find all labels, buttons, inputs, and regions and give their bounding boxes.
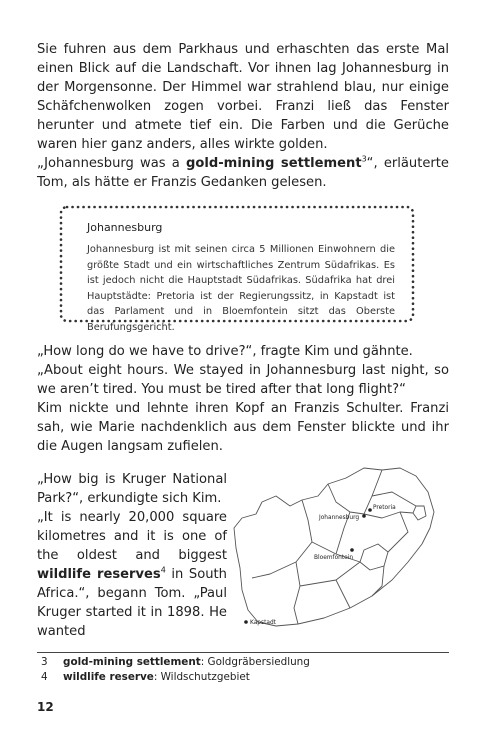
dialogue-line: Kim nickte und lehnte ihren Kopf an Franzis Schulter. Franzi sah, wie Marie nachdenklich aus dem Fenster blickte und ihr die Augen langsam zufielen. xyxy=(37,401,449,454)
dialogue-line: „About eight hours. We stayed in Johannesburg last night, so we aren’t tired. You must be tired after that long flight?“ xyxy=(37,363,449,397)
eswatini-border xyxy=(413,506,426,520)
province-border xyxy=(294,562,300,624)
label-kapstadt: Kapstadt xyxy=(250,618,276,626)
info-box-title: Johannesburg xyxy=(87,221,163,234)
footnote-definition: Wildschutzgebiet xyxy=(160,671,250,683)
paragraph-gold-mining xyxy=(37,154,449,192)
dialogue-block xyxy=(37,342,449,456)
footnote-3: 3 gold-mining settlement: Goldgräbersiedlung xyxy=(37,655,310,669)
label-johannesburg: Johannesburg xyxy=(319,513,360,521)
country-border xyxy=(234,468,434,626)
footnote-4: 4 wildlife reserve: Wildschutzgebiet xyxy=(37,670,250,684)
info-box-text: Johannesburg ist mit seinen circa 5 Millionen Einwohnern die größte Stadt und ein wirtschaftliches Zentrum Südafrikas. Es ist jedoch nicht die Hauptstadt Südafrikas. Südafrika hat drei Hauptstädte: Pretoria ist der Regierungssitz, in Kapstadt ist das Parlament und in Bloemfontein sitzt das Oberste Berufungsgericht. xyxy=(87,244,395,333)
province-border xyxy=(364,512,413,518)
map-outline xyxy=(232,462,446,634)
label-bloemfontein: Bloemfontein xyxy=(314,553,354,561)
footnote-term: wildlife reserve xyxy=(63,671,154,683)
city-dot-bloemfontein xyxy=(350,548,354,552)
kruger-question: „How big is Kruger National Park?“, erkundigte sich Kim. xyxy=(37,472,227,506)
city-dot-pretoria xyxy=(368,508,372,512)
narrow-text-column xyxy=(37,470,227,641)
footnote-ref-3: 3 xyxy=(361,154,367,164)
p2-before: „Johannesburg was a xyxy=(37,156,187,171)
paragraph-intro xyxy=(37,40,449,154)
page-number: 12 xyxy=(37,700,54,714)
footnote-rule xyxy=(37,652,449,653)
footnote-term: gold-mining settlement xyxy=(63,656,201,668)
footnote-number: 3 xyxy=(41,656,48,668)
province-border xyxy=(336,580,350,608)
footnote-number: 4 xyxy=(41,671,48,683)
p2-after: “, erläuterte Tom, als hätte er Franzis Gedanken gelesen. xyxy=(37,156,449,190)
province-border xyxy=(252,500,312,578)
south-africa-map xyxy=(232,462,446,634)
province-border xyxy=(328,484,364,514)
dialogue-line: „How long do we have to drive?“, fragte Kim und gähnte. xyxy=(37,344,413,359)
vocab-gold-mining-settlement: gold-mining settlement xyxy=(186,156,362,171)
kruger-answer: „It is nearly 20,000 square kilometres and it is one of the oldest and biggest wildlife reserves$^4$ in South Africa.“, begann Tom. „Paul Kruger started it in 1898. He wanted xyxy=(37,510,227,639)
province-border xyxy=(388,512,408,552)
province-border xyxy=(300,562,360,586)
info-box-johannesburg xyxy=(57,203,417,333)
paragraph-intro-text: Sie fuhren aus dem Parkhaus und erhaschten das erste Mal einen Blick auf die Landschaft. Vor ihnen lag Johannesburg in der Morgensonne. Der Himmel war strahlend blau, nur einige Schäfchenwolken zogen vorbei. Franzi ließ das Fenster herunter und atmete tief ein. Die Farben und die Gerüche waren hier ganz anders, alles wirkte golden. xyxy=(37,42,449,152)
city-dot-kapstadt xyxy=(244,620,248,624)
footnote-definition: Goldgräbersiedlung xyxy=(207,656,310,668)
label-pretoria: Pretoria xyxy=(373,503,396,511)
city-dot-johannesburg xyxy=(362,514,366,518)
vocab-wildlife-reserves: wildlife reserves xyxy=(37,567,161,582)
footnote-ref-4: 4 xyxy=(160,565,166,575)
